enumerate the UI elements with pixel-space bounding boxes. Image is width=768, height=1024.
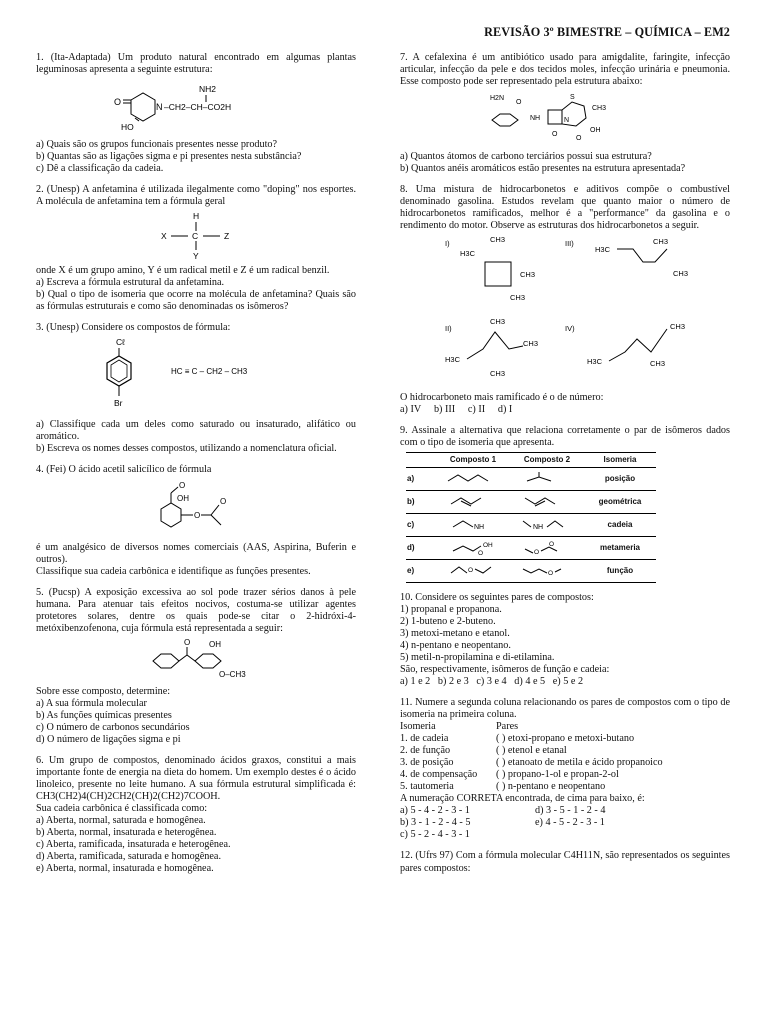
question-8	[400, 184, 730, 416]
table-row	[406, 490, 656, 513]
isomeria-item: 2. de função	[400, 745, 451, 757]
q7-nh-label: NH	[530, 115, 541, 123]
question-5	[36, 587, 356, 746]
q8-ii-ch3-top: CH3	[490, 317, 506, 327]
question-10-options	[400, 676, 730, 688]
c-o-double-bond	[171, 487, 178, 493]
iv-main-chain	[609, 329, 667, 361]
question-2-text: 2. (Unesp) A anfetamina é utilizada ilegalmente como "doping" nos esportes. A molécula de anfetamina tem a fórmula geral	[36, 184, 356, 208]
question-4-after: é um analgésico de diversos nomes comerciais (AAS, Aspirina, Buferin e outros).	[36, 541, 356, 565]
q7-h2n-label: H2N	[490, 95, 505, 103]
isomeria-type: posição	[584, 467, 656, 490]
o-label: O	[549, 540, 555, 548]
o-label: O	[478, 549, 484, 555]
q8-iv-h3c: H3C	[587, 357, 603, 367]
isomeria-type: geométrica	[584, 490, 656, 513]
question-3-item-a: a) Classifique cada um deles como saturado ou insaturado, alifático ou aromático.	[36, 419, 356, 443]
q4-o2-label: O	[194, 510, 201, 520]
question-12-text: 12. (Ufrs 97) Com a fórmula molecular C4H11N, são representados os seguintes pares compostos:	[400, 850, 730, 874]
question-4-after2: Classifique sua cadeia carbônica e identifique as funções presentes.	[36, 565, 311, 577]
pair-item: ( ) propano-1-ol e propan-2-ol	[496, 769, 619, 781]
amine-chain	[517, 518, 577, 530]
q3-alkyne-label: HC ≡ C – CH2 – CH3	[171, 367, 248, 377]
q8-ii-ch3-bottom: CH3	[490, 369, 506, 379]
alkene-chain	[443, 495, 503, 507]
q8-i-h3c: H3C	[460, 249, 476, 259]
compound-2-drawing	[510, 536, 584, 559]
q5-oh-label: OH	[209, 639, 221, 649]
table-corner	[406, 453, 436, 467]
o-label: O	[534, 548, 540, 555]
question-8-option-d: d) I	[497, 404, 513, 416]
pair-item: ( ) etenol e etanal	[496, 745, 567, 757]
question-2-after: onde X é um grupo amino, Y é um radical metil e Z é um radical benzil.	[36, 265, 330, 277]
zigzag-chain	[443, 472, 503, 484]
row-label: b)	[406, 490, 436, 513]
compound-2-drawing	[510, 467, 584, 490]
question-10-item-3: 3) metoxi-metano e etanol.	[400, 627, 510, 639]
q3-br-label: Br	[114, 398, 123, 409]
compound-1-drawing	[436, 490, 510, 513]
page-title: REVISÃO 3º BIMESTRE – QUÍMICA – EM2	[484, 25, 730, 39]
question-1	[36, 52, 356, 175]
q7-oh-label: OH	[590, 127, 601, 135]
question-8-option-b: b) III	[433, 404, 456, 416]
question-10-option-c: c) 3 e 4	[476, 676, 507, 688]
q8-iii-h3c: H3C	[595, 245, 611, 255]
question-10-item-5: 5) metil-n-propilamina e di-etilamina.	[400, 652, 555, 663]
isomeria-item: 3. de posição	[400, 757, 454, 769]
q2-x-label: X	[161, 231, 167, 242]
q1-chain-label: –CH2–CH–CO2H	[164, 102, 232, 113]
q8-iv-ch3-top: CH3	[670, 322, 686, 332]
question-10-after: São, respectivamente, isômeros de função e cadeia:	[400, 664, 610, 676]
table-row	[406, 559, 656, 582]
question-10-option-e: e) 5 e 2	[552, 676, 584, 688]
q8-i-ch3-right: CH3	[520, 270, 536, 280]
amine-chain	[443, 518, 503, 530]
question-7-item-b: b) Quantos anéis aromáticos estão presentes na estrutura apresentada?	[400, 163, 686, 175]
question-6-option-e: e) Aberta, normal, insaturada e homogênea.	[36, 863, 214, 875]
question-8-options	[400, 404, 730, 416]
row-label: c)	[406, 513, 436, 536]
q2-h-label: H	[193, 211, 200, 222]
q7-ch3-label: CH3	[592, 105, 607, 113]
o-label: O	[468, 566, 474, 574]
isomeria-item: 4. de compensação	[400, 769, 478, 781]
q2-c-label: C	[192, 231, 199, 242]
question-11-option-e: e) 4 - 5 - 2 - 3 - 1	[535, 817, 605, 829]
question-3	[36, 322, 356, 455]
q8-iii-ch3-top: CH3	[653, 237, 669, 247]
alkene-chain	[517, 495, 577, 507]
q4-o3-label: O	[220, 496, 227, 506]
ring-carbonyl-bond	[179, 655, 187, 661]
q8-i-ch3-top: CH3	[490, 235, 506, 245]
question-8-option-a: a) IV	[400, 404, 422, 416]
question-1-structure	[111, 78, 281, 136]
question-3-item-b: b) Escreva os nomes desses compostos, utilizando a nomenclatura oficial.	[36, 443, 337, 455]
pair-item: ( ) etoxi-propano e metoxi-butano	[496, 733, 635, 745]
question-7-structure	[480, 90, 650, 148]
beta-lactam-ring	[548, 110, 562, 124]
question-1-text: 1. (Ita-Adaptada) Um produto natural encontrado em algumas plantas leguminosas apresenta a seguinte estrutura:	[36, 52, 356, 76]
question-1-item-c: c) Dê a classificação da cadeia.	[36, 163, 164, 175]
pair-item: ( ) n-pentano e neopentano	[496, 781, 606, 793]
nh-label: NH	[533, 523, 544, 530]
table-row	[406, 513, 656, 536]
question-9-text: 9. Assinale a alternativa que relaciona corretamente o par de isômeros dados com o tipo de isomeria que apresenta.	[400, 425, 730, 449]
question-8-structures	[405, 234, 725, 389]
question-11-option-d: d) 3 - 5 - 1 - 2 - 4	[535, 805, 606, 817]
acid-chain	[443, 539, 503, 555]
question-10-option-b: b) 2 e 3	[437, 676, 469, 688]
o-label: O	[548, 569, 554, 576]
q1-o-label: O	[114, 97, 122, 108]
compound-1-drawing	[436, 536, 510, 559]
q8-iii-ch3-right: CH3	[673, 269, 689, 279]
question-6-option-a: a) Aberta, normal, saturada e homogênea.	[36, 815, 206, 827]
question-7	[400, 52, 730, 175]
question-5-item-c: c) O número de carbonos secundários	[36, 721, 190, 733]
question-11-table	[400, 721, 730, 793]
question-9	[400, 425, 730, 583]
question-2-item-a: a) Escreva a fórmula estrutural da anfetamina.	[36, 277, 225, 289]
question-11-after: A numeração CORRETA encontrada, de cima para baixo, é:	[400, 793, 645, 805]
compound-2-drawing	[510, 559, 584, 582]
ii-main-chain	[467, 332, 523, 359]
question-6-after: Sua cadeia carbônica é classificada como:	[36, 803, 208, 814]
question-4-structure	[141, 479, 251, 539]
header-compound-2: Composto 2	[510, 453, 584, 467]
carbonyl-ring-bond	[187, 655, 195, 661]
compound-2-drawing	[510, 513, 584, 536]
compound-1-drawing	[436, 559, 510, 582]
row-label: d)	[406, 536, 436, 559]
question-6-option-b: b) Aberta, normal, insaturada e heterogênea.	[36, 827, 217, 839]
question-11-options	[400, 805, 730, 841]
q8-label-iii: III)	[565, 239, 574, 249]
question-3-text: 3. (Unesp) Considere os compostos de fórmula:	[36, 322, 231, 334]
oh-label: OH	[483, 541, 493, 549]
question-10-text: 10. Considere os seguintes pares de compostos:	[400, 591, 594, 603]
row-label: e)	[406, 559, 436, 582]
branched-chain	[517, 472, 577, 484]
header-compound-1: Composto 1	[436, 453, 510, 467]
right-column	[400, 52, 730, 884]
question-4	[36, 464, 356, 577]
question-3-structures	[96, 336, 296, 416]
q8-label-ii: II)	[445, 324, 452, 334]
question-10-item-1: 1) propanal e propanona.	[400, 603, 502, 615]
header-isomeria: Isomeria	[584, 453, 656, 467]
cyclobutane-ring	[485, 262, 511, 286]
question-5-item-b: b) As funções químicas presentes	[36, 709, 172, 721]
question-5-text: 5. (Pucsp) A exposição excessiva ao sol pode trazer sérios danos à pele humana. Para atenuar tais efeitos nocivos, costuma-se utilizar agentes protetores solares, dentre os quais pode-se citar o 2-hidróxi-4-metóxibenzofenona, cuja fórmula está representada a seguir:	[36, 586, 356, 634]
question-6-option-d: d) Aberta, ramificada, saturada e homogênea.	[36, 851, 221, 863]
question-6-option-c: c) Aberta, ramificada, insaturada e heterogênea.	[36, 839, 231, 851]
question-8-option-c: c) II	[467, 404, 486, 416]
q2-y-label: Y	[193, 251, 199, 262]
question-5-item-a: a) A sua fórmula molecular	[36, 697, 147, 709]
q8-i-ch3-bottom: CH3	[510, 293, 526, 303]
question-1-item-a: a) Quais são os grupos funcionais presentes nesse produto?	[36, 139, 278, 151]
question-6-text: 6. Um grupo de compostos, denominado ácidos graxos, constitui a mais importante fonte de energia na dieta do homem. Um exemplo destes é o ácido linoleico, presente no leite humano. A sua fórmula estrutural simplificada é: CH3(CH2)4(CH)2CH2(CH)2(CH2)7COOH.	[36, 754, 356, 802]
question-8-text: 8. Uma mistura de hidrocarbonetos e aditivos compõe o combustível denominado gasolina. Estudos revelam que quanto maior o número de hidrocarbonetos ramificados, melhor é a "performance" da gasolina e o rendimento do motor. Observe as estruturas dos hidrocarbonetos a seguir.	[400, 184, 730, 232]
compound-2-drawing	[510, 490, 584, 513]
left-column	[36, 52, 356, 884]
q5-och3-label: O–CH3	[219, 669, 246, 679]
q8-label-iv: IV)	[565, 324, 575, 334]
question-11-option-b: b) 3 - 1 - 2 - 4 - 5	[400, 817, 471, 829]
left-ring	[153, 654, 179, 668]
column-isomeria-header: Isomeria	[400, 721, 436, 733]
question-2	[36, 184, 356, 313]
q7-s-label: S	[570, 94, 575, 102]
question-1-item-b: b) Quantas são as ligações sigma e pi presentes nesta substância?	[36, 151, 302, 163]
question-11-option-a: a) 5 - 4 - 2 - 3 - 1	[400, 805, 470, 817]
question-11-option-c: c) 5 - 2 - 4 - 3 - 1	[400, 829, 470, 841]
question-5-item-d: d) O número de ligações sigma e pi	[36, 733, 181, 745]
q1-nh2-label: NH2	[199, 84, 217, 95]
question-2-item-b: b) Qual o tipo de isomeria que ocorre na molécula de anfetamina? Quais são as fórmulas estruturais e como são denominadas os isômeros?	[36, 289, 356, 313]
compound-1-drawing	[436, 467, 510, 490]
question-7-text: 7. A cefalexina é um antibiótico usado para amigdalite, faringite, infecção articular, infecção da pele e dos tecidos moles, infecção urinária e pneumonia. Esse composto pode ser representado pela estrutura abaixo:	[400, 52, 730, 88]
row-label: a)	[406, 467, 436, 490]
compound-1-drawing	[436, 513, 510, 536]
isomeria-type: cadeia	[584, 513, 656, 536]
ether-chain	[443, 564, 503, 576]
benzene-ring	[107, 356, 131, 386]
q3-cl-label: Cℓ	[116, 337, 125, 348]
right-ring	[195, 654, 221, 668]
table-row	[406, 467, 656, 490]
benzene-inner-ring	[111, 360, 127, 382]
q7-n-label: N	[564, 117, 570, 125]
question-4-text: 4. (Fei) O ácido acetil salicílico de fórmula	[36, 464, 212, 476]
q5-o-label: O	[184, 637, 191, 647]
phenyl-ring	[492, 114, 518, 126]
c-ch3-bond	[211, 515, 221, 525]
q8-iv-ch3-bottom: CH3	[650, 359, 666, 369]
question-10-item-2: 2) 1-buteno e 2-buteno.	[400, 615, 496, 627]
q4-o1-label: O	[179, 480, 186, 490]
question-11	[400, 697, 730, 841]
isomeria-item: 5. tautomeria	[400, 781, 454, 793]
question-7-item-a: a) Quantos átomos de carbono terciários possui sua estrutura?	[400, 151, 652, 163]
ester-chain	[517, 539, 577, 555]
pair-item: ( ) etanoato de metila e ácido propanoico	[496, 757, 663, 769]
q7-o1-label: O	[516, 99, 522, 107]
question-6	[36, 755, 356, 875]
table-row	[406, 536, 656, 559]
ether-chain	[517, 564, 577, 576]
isomeria-type: metameria	[584, 536, 656, 559]
q8-ii-ch3-right: CH3	[523, 339, 539, 349]
q7-o3-label: O	[576, 135, 582, 143]
nh-label: NH	[474, 523, 485, 530]
isomeria-type: função	[584, 559, 656, 582]
q8-label-i: I)	[445, 239, 450, 249]
pyridinone-ring	[131, 93, 155, 121]
c-o-ester-bond	[211, 505, 219, 515]
question-10-option-d: d) 4 e 5	[514, 676, 546, 688]
question-5-structure	[141, 637, 251, 683]
q1-n-label: N	[156, 102, 163, 113]
question-10-item-4: 4) n-pentano e neopentano.	[400, 639, 511, 651]
q2-z-label: Z	[224, 231, 230, 242]
iii-main-chain	[617, 249, 667, 262]
isomeria-item: 1. de cadeia	[400, 733, 449, 745]
question-10	[400, 592, 730, 688]
question-11-text: 11. Numere a segunda coluna relacionando os pares de compostos com o tipo de isomeria na primeira coluna.	[400, 697, 730, 721]
question-10-option-a: a) 1 e 2	[400, 676, 431, 688]
q1-ho-label: HO	[121, 122, 134, 133]
isomer-table	[406, 452, 656, 582]
q4-oh-label: OH	[177, 493, 189, 503]
question-5-after: Sobre esse composto, determine:	[36, 685, 171, 697]
aspirin-ring	[161, 503, 181, 527]
question-2-structure	[151, 210, 241, 262]
column-pairs-header: Pares	[496, 721, 519, 733]
question-12	[400, 850, 730, 874]
q8-ii-h3c: H3C	[445, 355, 461, 365]
q7-o2-label: O	[552, 131, 558, 139]
question-8-after: O hidrocarboneto mais ramificado é o de número:	[400, 392, 604, 404]
